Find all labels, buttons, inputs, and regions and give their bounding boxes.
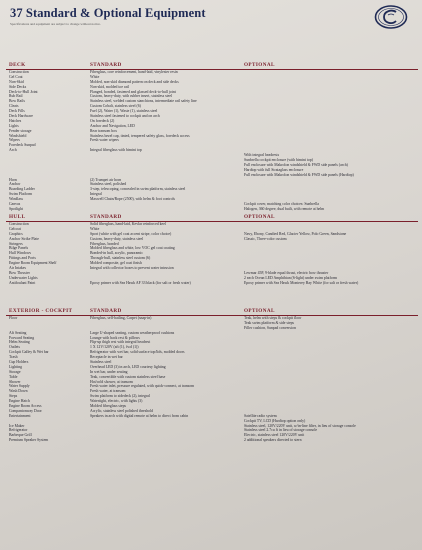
spec-standard-value: In wet bar, under seating [90, 369, 128, 374]
spec-standard-value: Fresh water inlet, pressure regulated, with quick-connect, at transom [90, 384, 195, 389]
spec-item-label: Anchor Strike Plate [9, 236, 39, 241]
deck-spec-row [6, 207, 418, 212]
spec-item-label: Cockpit Galley & Wet bar [9, 350, 49, 355]
spec-item-label: Rub Rail [9, 94, 23, 99]
spec-item-label: Windlass [9, 197, 23, 202]
page-subtitle: Specifications and equipment are subject to change without notice. [10, 22, 101, 26]
spec-item-label: Canvas [9, 202, 21, 207]
spec-standard-value: Flanged, bonded, fastened and glassed deck-to-hull joint [90, 89, 176, 94]
spec-item-label: Fittings and Ports [9, 256, 36, 261]
hull-section-header [6, 214, 418, 222]
spec-item-label: Stringers [9, 241, 23, 246]
deck-optional-label: OPTIONAL [244, 62, 275, 68]
spec-item-label: Hull Windows [9, 251, 32, 256]
spec-item-label: Steps [9, 394, 18, 399]
cockpit-standard-label: STANDARD [90, 308, 122, 314]
spec-item-label: Deck Fills [9, 109, 25, 114]
spec-standard-value: Molded, non-skid diamond pattern on deck and side decks [90, 79, 179, 84]
spec-item-label: Construction [9, 222, 29, 226]
spec-optional-value: Teak swim platform & side steps [244, 320, 295, 325]
spec-item-label: Refrigerator [9, 428, 28, 433]
spec-item-label: Air Intakes [9, 266, 26, 271]
spec-item-label: Companionway Door [9, 408, 42, 413]
spec-item-label: Storage [9, 369, 21, 374]
spec-standard-value: Stainless steel, polished [90, 182, 127, 187]
spec-optional-value: Epoxy primer with Sea Hawk Monterey Bay White (for salt or fresh water) [244, 280, 359, 285]
spec-standard-value: Stainless bezel cap, tinted, tempered safety glass, foredeck access [90, 133, 190, 138]
spec-item-label: Bow Rails [9, 99, 25, 104]
spec-item-label: Foredeck Sunpad [9, 143, 36, 148]
spec-item-label: Side Decks [9, 84, 27, 89]
deck-section-title: DECK [9, 62, 26, 68]
page-title: 37 Standard & Optional Equipment [10, 6, 206, 20]
cockpit-section [6, 308, 418, 443]
spec-standard-value: Watertight, electric, with lights (3) [90, 399, 143, 404]
spec-item-label: Lighting [9, 364, 23, 369]
spec-standard-value: Stainless steel fastened to cockpit and on arch [90, 114, 160, 119]
spec-standard-value: Fuel (2), Water (1), Waste (1), stainless steel [90, 109, 158, 114]
hull-optional-label: OPTIONAL [244, 214, 275, 220]
spec-optional-value: Teak, helm with steps & cockpit floor [244, 316, 302, 320]
spec-standard-value: Fresh water wipers [90, 138, 119, 143]
spec-item-label: Swim Platform [9, 192, 33, 197]
spec-item-label: Fender storage [9, 128, 32, 133]
hull-section [6, 214, 418, 286]
spec-optional-value: Electric, stainless steel 120V/220V unit [244, 433, 305, 438]
spec-item-label: Forward Seating [9, 335, 35, 340]
spec-standard-value: White [90, 226, 100, 231]
spec-item-label: Construction [9, 70, 29, 74]
spec-optional-value: Lewmar 45P, 9-blade equal thrust, electric bow thruster [244, 270, 329, 275]
spec-item-label: Cleats [9, 104, 19, 109]
spec-item-label: Wash Down [9, 389, 28, 394]
spec-standard-value: 1 X 12V/120V (aft (1), fwd (1)) [90, 345, 139, 350]
spec-item-label: Helm Seating [9, 340, 30, 345]
spec-optional-value: Filler cushion, Sunpad conversion [244, 325, 296, 330]
spec-item-label: Engine Hatch [9, 399, 30, 404]
spec-item-label: Bow Thruster [9, 270, 30, 275]
spec-optional-value: Stainless steel 2.7cu ft in lieu of storage console [244, 428, 318, 433]
spec-standard-value: Custom, heavy-duty, stainless steel [90, 236, 144, 241]
spec-standard-value: Integral with collector boxes to prevent water intrusion [90, 266, 174, 271]
spec-item-label: Barbeque Grill [9, 433, 32, 438]
spec-standard-value: On foredeck (2) [90, 118, 115, 123]
spec-optional-value: 2 additional speakers directed to stern [244, 438, 302, 443]
spec-standard-value: Teak, convertible with custom stainless steel base [90, 374, 166, 379]
spec-standard-value: Acrylic, stainless steel polished threshold [90, 408, 153, 413]
spec-item-label: Anchor [9, 182, 21, 187]
spec-standard-value: Fiberglass, bonded [90, 241, 119, 246]
spec-optional-value: Cockpit TV, LCD (Hardtop option only) [244, 418, 306, 423]
spec-standard-value: Speakers in arch with digital remote at helm to direct from cabin [90, 413, 189, 418]
spec-item-label: Water Supply [9, 384, 30, 389]
spec-standard-value: Hot/cold shower, at transom [90, 379, 133, 384]
spec-standard-value: Receptacle in wet bar [90, 355, 123, 360]
spec-standard-value: Rear transom box [90, 128, 117, 133]
spec-item-label: Horn [9, 177, 17, 182]
spec-standard-value: Stainless steel [90, 360, 112, 365]
spec-item-label: Premium Speaker System [9, 438, 49, 443]
spec-standard-value: Stainless steel, welded custom stanchions, intermediate rail safety line [90, 99, 197, 104]
spec-optional-value: Classic, Three-color custom [244, 236, 287, 241]
spec-item-label: Arch [9, 148, 17, 153]
spec-optional-value: Navy, Ebony, Candied Red, Glacier Yellow, Polo Green, Sandstone [244, 231, 347, 236]
spec-item-label: Non-Skid [9, 79, 24, 84]
spec-standard-value: Large U-shaped seating, custom weatherproof cushions [90, 330, 175, 335]
cockpit-optional-label: OPTIONAL [244, 308, 275, 314]
spec-item-label: Floor [9, 316, 18, 320]
spec-standard-value: Bonded-in hull, acrylic, panoramic [90, 251, 144, 256]
spec-item-label: Entertainment [9, 413, 31, 418]
spec-item-label: Bilge Panels [9, 246, 29, 251]
spec-standard-value: Anchor and Navigation, LED [90, 123, 135, 128]
spec-standard-value: Molded fiberglass and white, low VOC gel coat coating [90, 246, 175, 251]
spec-standard-value: Custom Cobalt, stainless steel (6) [90, 104, 141, 109]
spec-item-label: Aft Seating [9, 330, 27, 335]
spec-optional-value: Cockpit cover, matching color choices: Sunbrella [244, 202, 319, 207]
deck-standard-label: STANDARD [90, 62, 122, 68]
hull-spec-row [6, 281, 418, 286]
spec-item-label: Cup Holders [9, 360, 29, 365]
spec-item-label: Shower [9, 379, 21, 384]
spec-item-label: Engine Room Access [9, 404, 42, 409]
spec-standard-value: Non-skid, molded toe rail [90, 84, 130, 89]
spec-optional-value: Full enclosure with Makrolon windshield & FWD side panels (arch) [244, 162, 348, 167]
spec-standard-value: Solid fiberglass, hand-laid, Kevlar reinforced keel [90, 222, 166, 226]
spec-item-label: Wipers [9, 138, 20, 143]
spec-optional-value: 2 each Ocean LED Amphibian (6-light) under swim platform [244, 275, 337, 280]
spec-item-label: Lights [9, 123, 19, 128]
spec-standard-value: Refrigerator with wet bar, solid surface top/lids, molded doors [90, 350, 185, 355]
spec-item-label: Gelcoat [9, 226, 21, 231]
spec-standard-value: Fiberglass, self-bailing, Carpet (snap-in) [90, 316, 152, 320]
spec-standard-value: Through-hull, stainless steel custom (6) [90, 256, 151, 261]
spec-standard-value: Swim platform to sidedeck (2), integral [90, 394, 150, 399]
hull-rows [6, 222, 418, 286]
spec-optional-value: With integral headrests [244, 153, 280, 158]
spec-item-label: Underwater Lights [9, 275, 38, 280]
spec-optional-value: Full enclosure with Makrolon windshield & FWD side panels (Hardtop) [244, 172, 354, 177]
spec-item-label: Windshield [9, 133, 27, 138]
spec-item-label: Boarding Ladder [9, 187, 35, 192]
spec-standard-value: Epoxy primer with Sea Hawk AF 33 black (for salt or fresh water) [90, 280, 191, 285]
spec-item-label: Trash [9, 355, 18, 360]
spec-standard-value: Integral [90, 192, 102, 197]
spec-optional-value: Halogen, 360 degree, dual built, with remote at helm [244, 206, 325, 211]
deck-section [6, 62, 418, 212]
spec-standard-value: 3-step, telescoping, concealed in swim platform, stainless steel [90, 187, 186, 192]
spec-optional-value: Hardtop with full Strataglass enclosure [244, 167, 304, 172]
hull-standard-label: STANDARD [90, 214, 122, 220]
spec-standard-value: Flip-up thigh rest with integral headrest [90, 340, 151, 345]
spec-standard-value: Maxwell Chain/Rope (2500), with helm & foot controls [90, 197, 175, 202]
spec-standard-value: Custom, heavy-duty, with rubber insert, stainless steel [90, 94, 173, 99]
spec-item-label: Graphics [9, 231, 23, 236]
spec-standard-value: Fiberglass, core reinforcement, hand-laid, vinylester resin [90, 70, 178, 74]
spec-item-label: Table [9, 374, 18, 379]
spec-standard-value: White [90, 74, 100, 79]
spec-standard-value: Overhead LED (3) in arch, LED courtesy lighting [90, 364, 166, 369]
cockpit-spec-row [6, 438, 418, 443]
cockpit-section-header [6, 308, 418, 316]
page-header [10, 6, 340, 26]
deck-rows [6, 70, 418, 212]
cockpit-rows [6, 316, 418, 443]
deck-section-header [6, 62, 418, 70]
spec-standard-value: Lounge with back rest & pillows [90, 335, 140, 340]
spec-item-label: Outlets [9, 345, 20, 350]
spec-item-label: Deck-to-Hull Joint [9, 89, 38, 94]
hull-section-title: HULL [9, 214, 26, 220]
spec-item-label: Hatches [9, 118, 22, 123]
spec-standard-value: Fresh water, at transom [90, 389, 126, 394]
spec-item-label: Ice Maker [9, 423, 25, 428]
spec-optional-value: Stainless steel, 120V/220V unit, w/in-line filter, in lieu of storage console [244, 423, 356, 428]
spec-item-label: Engine Room Equipment Shelf [9, 261, 57, 266]
spec-optional-value: Satellite radio system [244, 413, 277, 418]
cobalt-logo-icon [374, 4, 408, 30]
spec-item-label: Spotlight [9, 206, 23, 211]
spec-standard-value: Molded fiberglass steps [90, 404, 126, 409]
spec-item-label: Antifoulant Paint [9, 280, 36, 285]
spec-standard-value: (2) Trumpet air horn [90, 177, 122, 182]
spec-optional-value: Sunbrella cockpit enclosure (with bimini top) [244, 158, 314, 163]
spec-standard-value: Sport (white with gel coat accent stripe, color choice) [90, 231, 172, 236]
spec-item-label: Gel Coat [9, 74, 23, 79]
spec-standard-value: Integral fiberglass with bimini top [90, 148, 142, 153]
spec-item-label: Deck Hardware [9, 114, 33, 119]
spec-standard-value: Molded composite, gel coat finish [90, 261, 142, 266]
cockpit-section-title: EXTERIOR - COCKPIT [9, 308, 73, 314]
